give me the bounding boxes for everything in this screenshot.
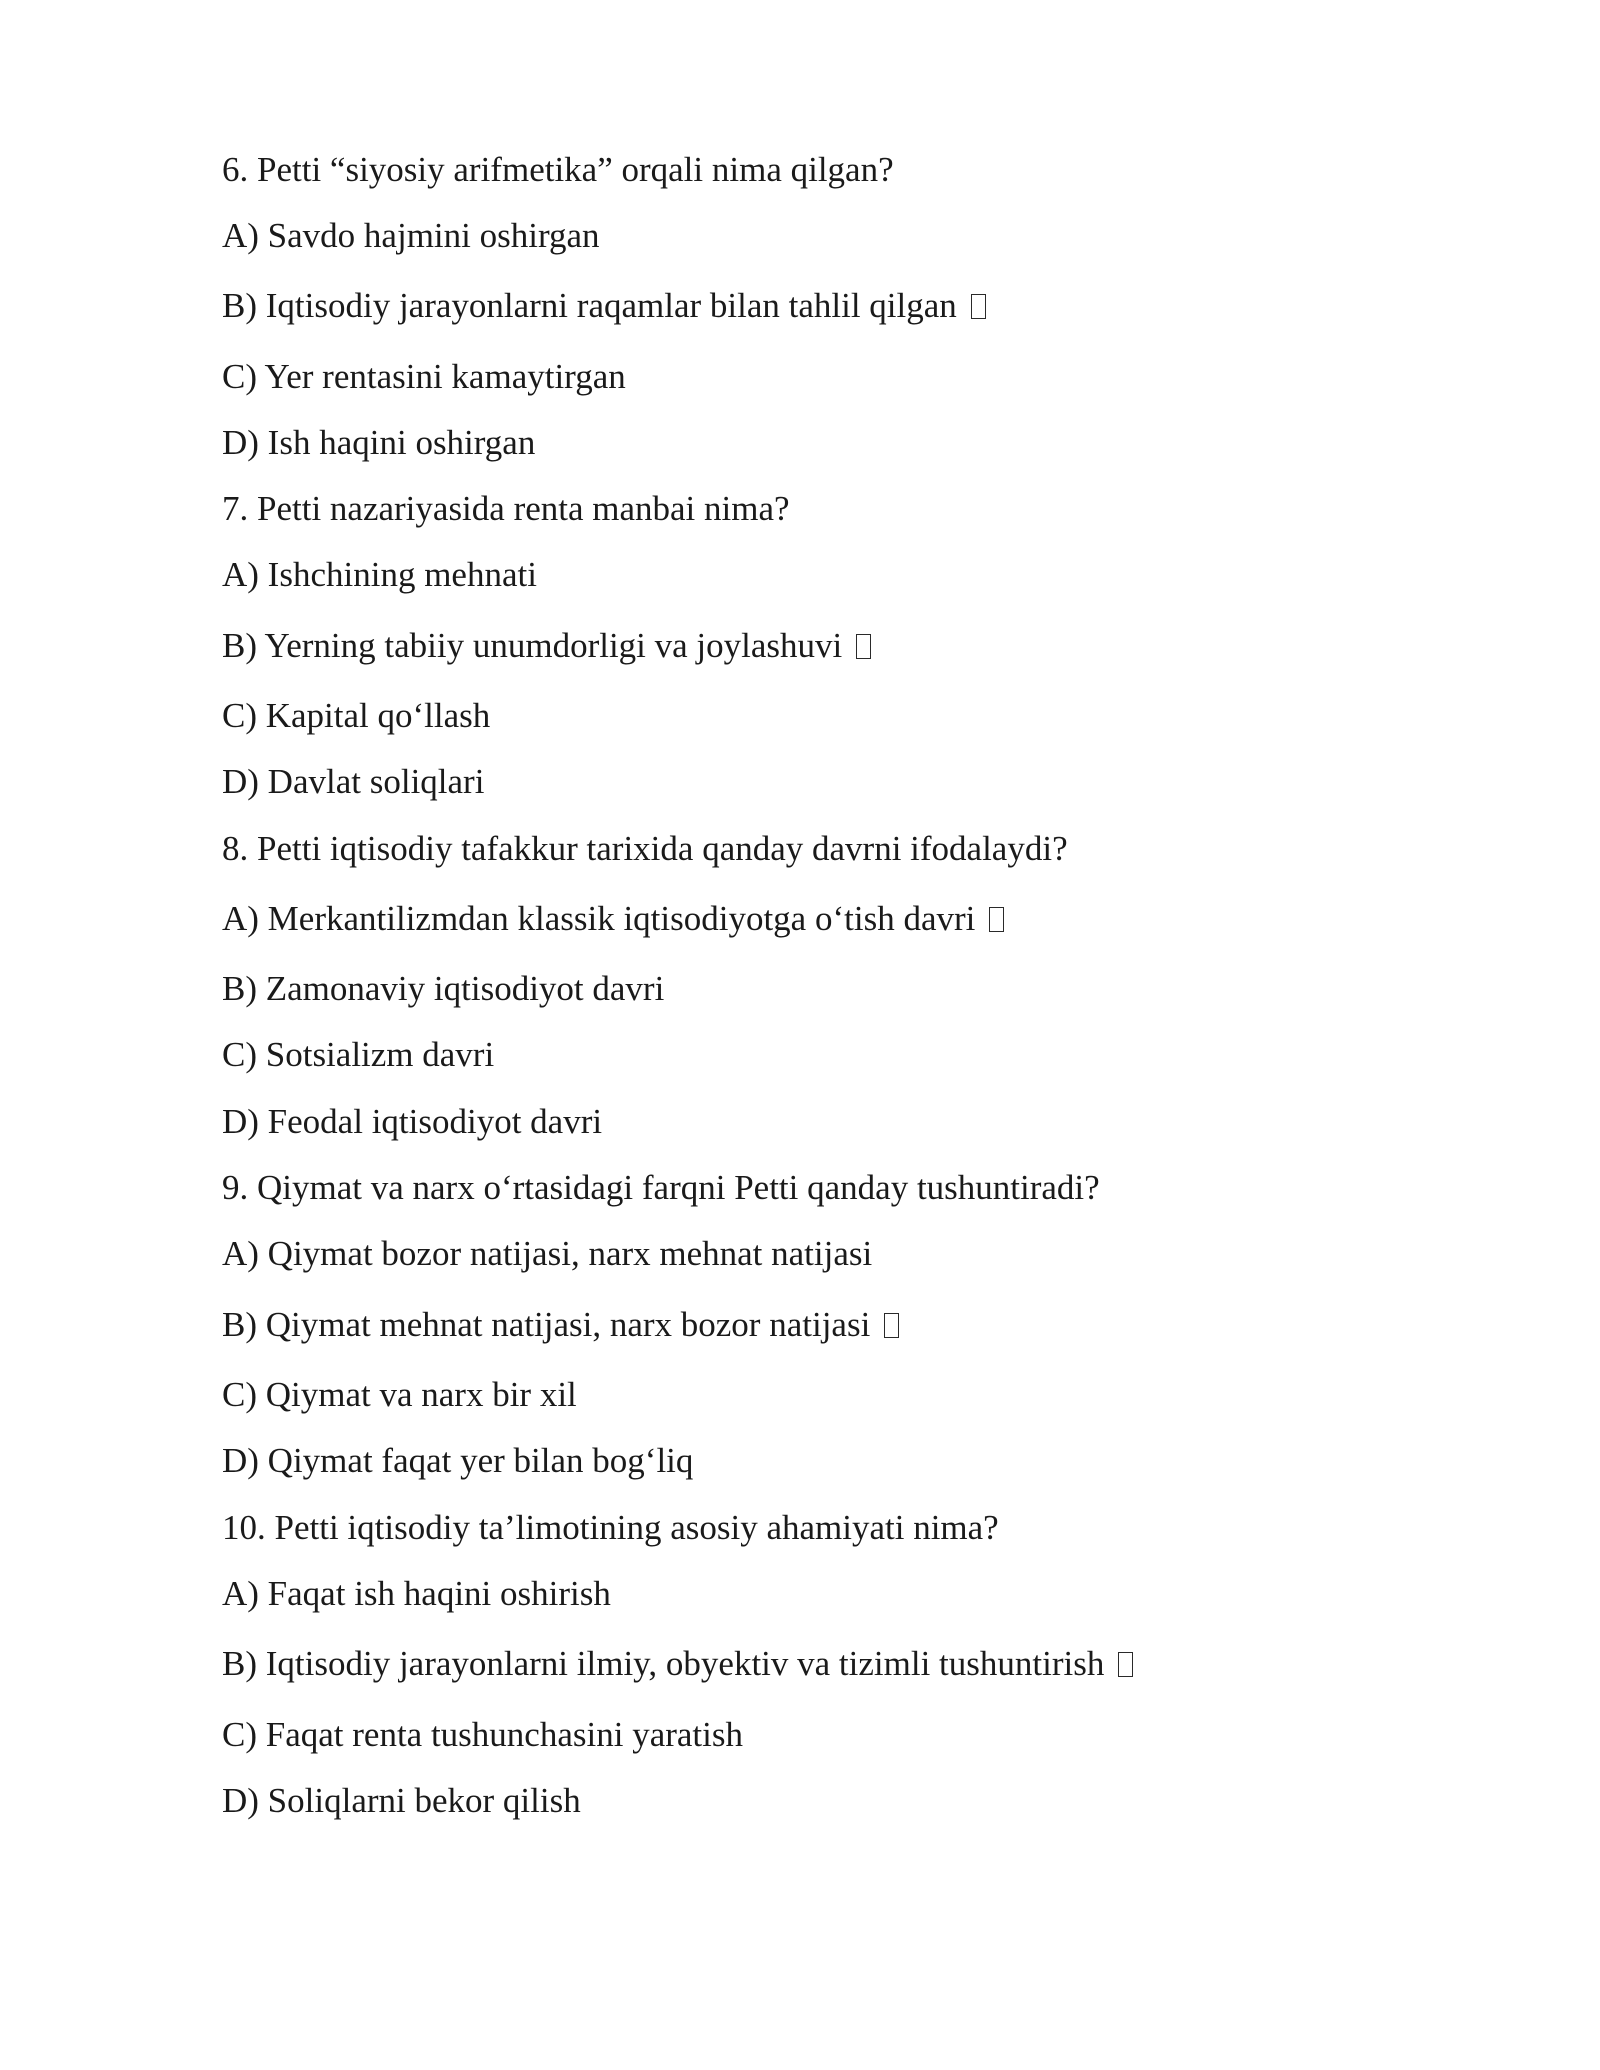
option-8d [222,1100,602,1144]
answer-mark-icon [1118,1652,1133,1677]
option-text: A) Savdo hajmini oshirgan [222,216,600,255]
option-text: D) Ish haqini oshirgan [222,423,536,462]
option-text: B) Zamonaviy iqtisodiyot davri [222,969,665,1008]
option-8b [222,967,664,1011]
option-6b [222,284,986,328]
option-text: C) Faqat renta tushunchasini yaratish [222,1715,743,1754]
question-10 [222,1506,999,1550]
option-10d [222,1779,581,1823]
option-text: B) Yerning tabiiy unumdorligi va joylashuvi [222,626,843,665]
answer-mark-icon [856,634,871,659]
option-9d [222,1439,693,1483]
option-text: B) Qiymat mehnat natijasi, narx bozor natijasi [222,1305,871,1344]
option-7b [222,624,871,668]
option-text: D) Davlat soliqlari [222,762,485,801]
option-text: A) Faqat ish haqini oshirish [222,1574,611,1613]
option-9b [222,1303,899,1347]
option-7c [222,694,490,738]
option-8a [222,897,1004,941]
option-text: C) Kapital qo‘llash [222,696,491,735]
option-7d [222,760,484,804]
option-6c [222,355,626,399]
option-9c [222,1373,577,1417]
option-text: D) Feodal iqtisodiyot davri [222,1102,603,1141]
option-10b [222,1642,1133,1686]
option-7a [222,553,537,597]
question-8 [222,827,1068,871]
question-text: 8. Petti iqtisodiy tafakkur tarixida qanday davrni ifodalaydi? [222,829,1068,868]
option-9a [222,1232,872,1276]
answer-mark-icon [971,294,986,319]
question-6 [222,148,894,192]
answer-mark-icon [989,907,1004,932]
option-10c [222,1713,743,1757]
option-8c [222,1033,494,1077]
question-text: 6. Petti “siyosiy arifmetika” orqali nima qilgan? [222,150,894,189]
question-9 [222,1166,1100,1210]
question-text: 9. Qiymat va narx o‘rtasidagi farqni Petti qanday tushuntiradi? [222,1168,1100,1207]
option-text: A) Qiymat bozor natijasi, narx mehnat natijasi [222,1234,873,1273]
option-text: B) Iqtisodiy jarayonlarni ilmiy, obyektiv va tizimli tushuntirish [222,1644,1105,1683]
option-6a [222,214,600,258]
option-text: D) Qiymat faqat yer bilan bog‘liq [222,1441,694,1480]
question-text: 7. Petti nazariyasida renta manbai nima? [222,489,790,528]
option-10a [222,1572,611,1616]
question-7 [222,487,790,531]
option-text: B) Iqtisodiy jarayonlarni raqamlar bilan tahlil qilgan [222,286,957,325]
option-text: C) Yer rentasini kamaytirgan [222,357,626,396]
option-text: C) Sotsializm davri [222,1035,495,1074]
answer-mark-icon [884,1313,899,1338]
question-text: 10. Petti iqtisodiy ta’limotining asosiy ahamiyati nima? [222,1508,999,1547]
option-6d [222,421,535,465]
option-text: A) Ishchining mehnati [222,555,537,594]
option-text: A) Merkantilizmdan klassik iqtisodiyotga o‘tish davri [222,899,976,938]
option-text: D) Soliqlarni bekor qilish [222,1781,581,1820]
option-text: C) Qiymat va narx bir xil [222,1375,577,1414]
